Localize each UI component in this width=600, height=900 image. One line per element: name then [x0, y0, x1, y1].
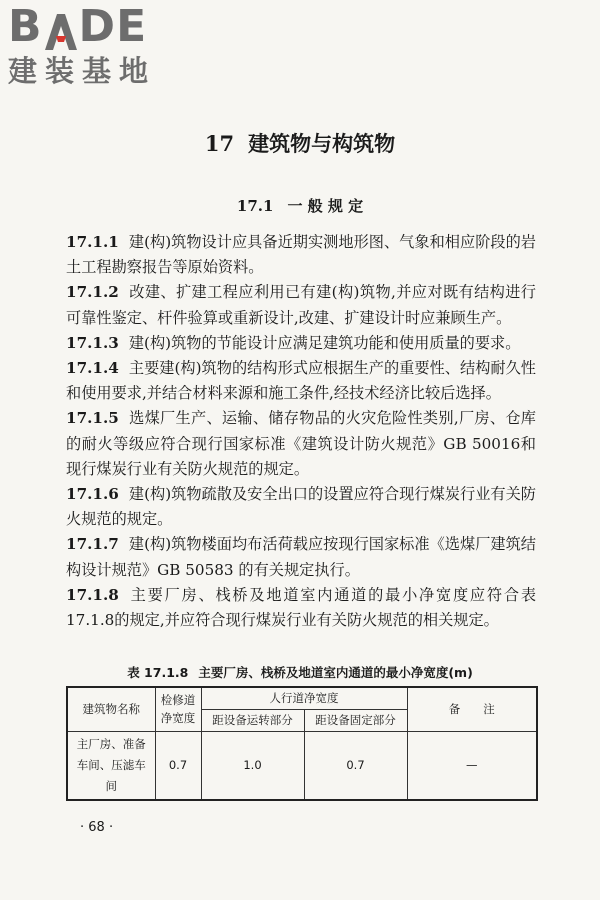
- clause-number: 17.1.1: [66, 233, 119, 251]
- clause-text: 主要厂房、栈桥及地道室内通道的最小净宽度应符合表17.1.8的规定,并应符合现行煤炭行业有关防火规范的相关规定。: [66, 585, 536, 630]
- page-number: · 68 ·: [80, 820, 114, 835]
- header-remark: 备 注: [407, 687, 537, 731]
- clause-list: [66, 230, 536, 633]
- clause-number: 17.1.3: [66, 333, 119, 352]
- clause-number: 17.1.5: [66, 409, 119, 428]
- clause-text: 选煤厂生产、运输、储存物品的火灾危险性类别,厂房、仓库的耐火等级应符合现行国家标准《建筑设计防火规范》GB 50016和现行煤炭行业有关防火规范的规定。: [66, 409, 536, 478]
- cell-building-name: 主厂房、准备车间、压滤车间: [67, 731, 155, 800]
- clause-text: 建(构)筑物楼面均布活荷载应按现行国家标准《选煤厂建筑结构设计规范》GB 50583 的有关规定执行。: [66, 535, 536, 579]
- section-number: 17.1: [236, 197, 274, 215]
- cell-distance-fixed: 0.7: [304, 731, 407, 800]
- clause-text: 建(构)筑物的节能设计应满足建筑功能和使用质量的要求。: [128, 333, 521, 352]
- table-caption-text: 主要厂房、栈桥及地道室内通道的最小净宽度(m): [198, 665, 473, 680]
- passage-width-table: [66, 686, 538, 801]
- clause: [66, 356, 536, 406]
- clause: [66, 230, 536, 280]
- table-row: [67, 731, 537, 800]
- table-header-row: [67, 687, 537, 709]
- logo: [8, 1, 178, 88]
- clause: [66, 331, 536, 356]
- chapter-heading: [0, 128, 600, 158]
- chapter-title: 建筑物与构筑物: [248, 131, 396, 156]
- header-maintenance-width: 检修道净宽度: [155, 687, 201, 731]
- cell-remark: —: [407, 731, 537, 800]
- clause-number: 17.1.6: [66, 485, 119, 504]
- clause-number: 17.1.4: [66, 359, 119, 378]
- header-distance-running: 距设备运转部分: [201, 709, 304, 731]
- cell-maintenance-width: 0.7: [155, 731, 201, 800]
- header-building-name: 建筑物名称: [67, 687, 155, 731]
- table-number: 表 17.1.8: [127, 665, 189, 680]
- section-title: 一 般 规 定: [287, 197, 364, 215]
- cell-distance-running: 1.0: [201, 731, 304, 800]
- header-distance-fixed: 距设备固定部分: [304, 709, 407, 731]
- clause-text: 建(构)筑物疏散及安全出口的设置应符合现行煤炭行业有关防火规范的规定。: [66, 485, 536, 529]
- logo-a-icon: [43, 14, 79, 50]
- clause: [66, 406, 536, 482]
- clause: [66, 482, 536, 532]
- logo-name-cn: 建装基地: [8, 54, 157, 88]
- clause-text: 主要建(构)筑物的结构形式应根据生产的重要性、结构耐久性和使用要求,并结合材料来源和施工条件,经技术经济比较后选择。: [66, 359, 536, 403]
- clause: [66, 280, 536, 330]
- clause-text: 建(构)筑物设计应具备近期实测地形图、气象和相应阶段的岩土工程勘察报告等原始资料。: [66, 233, 536, 277]
- clause: [66, 532, 536, 582]
- logo-wordmark: [8, 1, 178, 52]
- clause-number: 17.1.7: [66, 535, 119, 554]
- header-pedestrian-width: 人行道净宽度: [201, 687, 407, 709]
- clause-text: 改建、扩建工程应利用已有建(构)筑物,并应对既有结构进行可靠性鉴定、杆件验算或重新设计,改建、扩建设计时应兼顾生产。: [66, 283, 536, 327]
- section-heading: [0, 195, 600, 216]
- clause-number: 17.1.8: [66, 585, 119, 604]
- logo-letters-de: DE: [78, 1, 148, 52]
- chapter-number: 17: [204, 131, 235, 156]
- logo-letter-b: B: [8, 1, 43, 52]
- clause-number: 17.1.2: [66, 283, 119, 302]
- table-caption: [0, 663, 600, 681]
- clause: [66, 583, 536, 633]
